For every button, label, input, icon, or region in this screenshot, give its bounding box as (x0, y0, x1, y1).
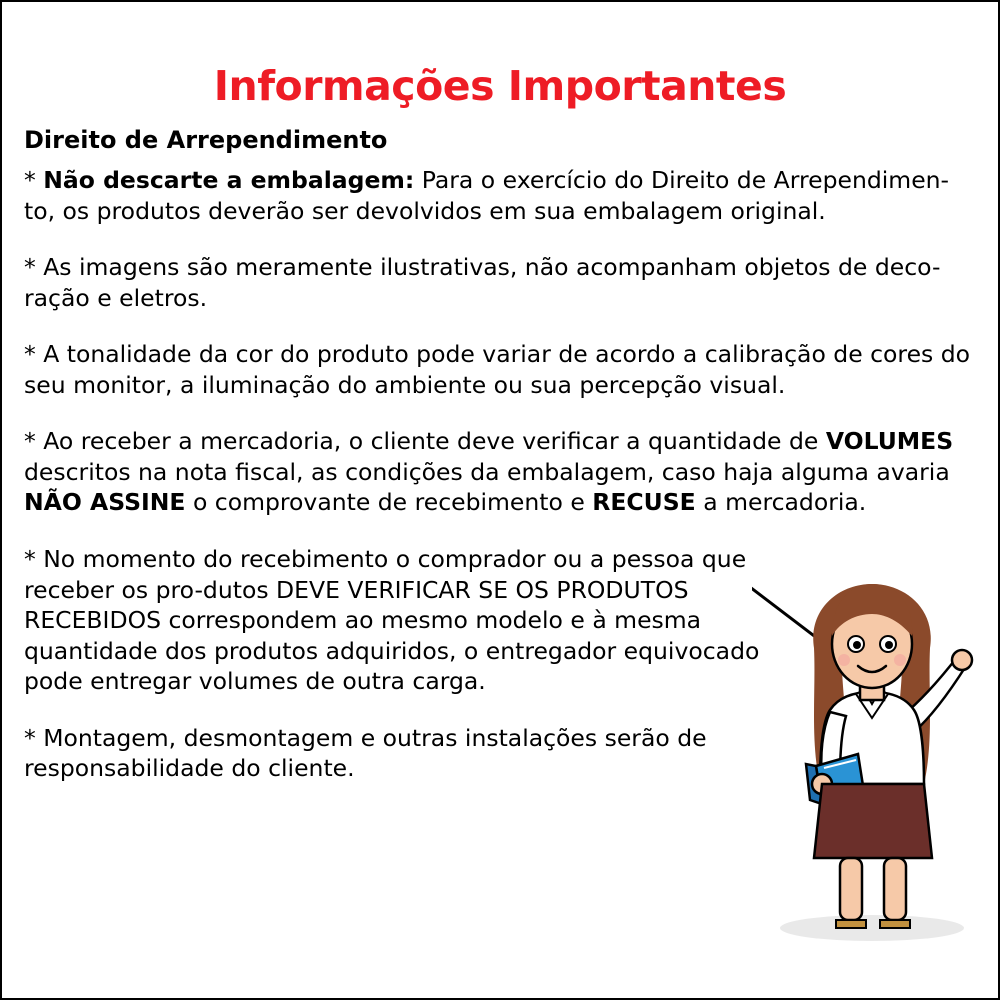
paragraph-text: Para o exercício do Direito de Arrependimen-to, os produtos deverão ser devolvidos em sua embalagem original. (24, 166, 950, 225)
seg-volumes: VOLUMES (825, 427, 954, 456)
emphasis-nao-descarte: Não descarte a embalagem: (43, 166, 415, 195)
seg-recuse: RECUSE (592, 488, 696, 517)
section-subheading: Direito de Arrependimento (24, 126, 388, 155)
paragraph-imagens-ilustrativas: * As imagens são meramente ilustrativas, não acompanham objetos de deco-ração e eletros. (24, 253, 941, 312)
bullet-marker: * (24, 166, 44, 195)
paragraph-conferencia-volumes (24, 426, 976, 518)
paragraph-verificacao-recebimento: * No momento do recebimento o comprador ou a pessoa que receber os pro-dutos DEVE VERIFICAR SE OS PRODUTOS RECEBIDOS correspondem ao mesmo modelo e à mesma quantidade dos produtos adquiridos, o entregador equivocado pode entregar volumes de outra carga. (24, 545, 760, 696)
paragraph-tonalidade-cor: * A tonalidade da cor do produto pode variar de acordo a calibração de cores do seu monitor, a iluminação do ambiente ou sua percepção visual. (24, 340, 971, 399)
paragraph-nao-descarte-embalagem (24, 165, 976, 226)
seg-0: * Ao receber a mercadoria, o cliente deve verificar a quantidade de (24, 427, 826, 456)
seg-6: a mercadoria. (695, 488, 867, 517)
seg-4: o comprovante de recebimento e (185, 488, 593, 517)
content-body (2, 125, 998, 784)
seg-nao-assine: NÃO ASSINE (24, 488, 186, 517)
paragraph-montagem-responsabilidade: * Montagem, desmontagem e outras instalações serão de responsabilidade do cliente. (24, 723, 707, 783)
seg-2: descritos na nota fiscal, as condições da embalagem, caso haja alguma avaria (24, 457, 950, 486)
page-title: Informações Importantes (213, 62, 787, 110)
